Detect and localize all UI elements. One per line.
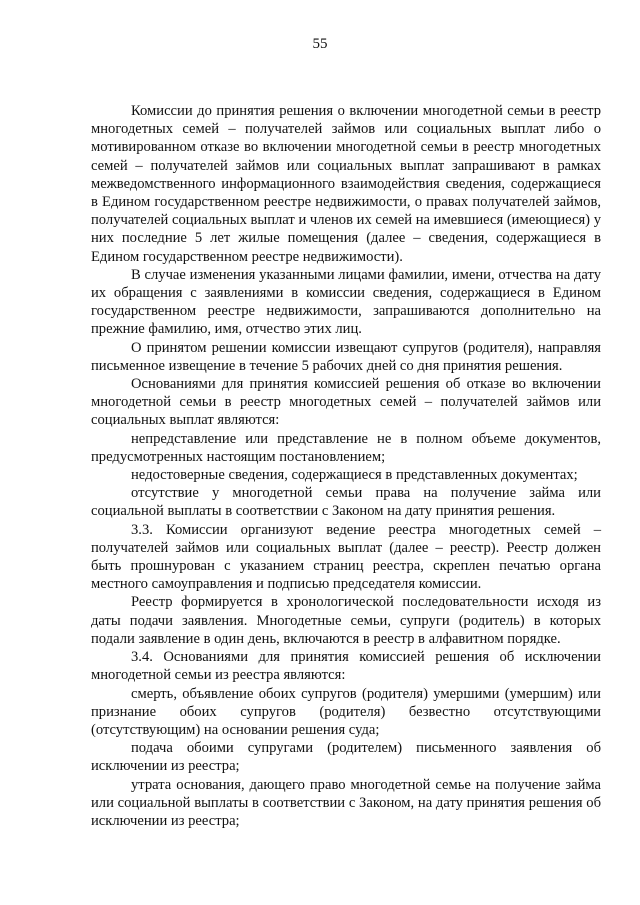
paragraph-decision-notice: О принятом решении комиссии извещают супругов (родителя), направляя письменное извещение в течение 5 рабочих дней со дня принятия решения. (91, 339, 601, 374)
paragraph-section-3-4: 3.4. Основаниями для принятия комиссией решения об исключении многодетной семьи из реестра являются: (91, 649, 601, 684)
paragraph-refusal-ground-false-info: недостоверные сведения, содержащиеся в представленных документах; (131, 467, 578, 484)
paragraph-commission-requests: Комиссии до принятия решения о включении многодетной семьи в реестр многодетных семей – получателей займов или социальных выплат либо о мотивированном отказе во включении многодетной семьи в реестр многодетных семей – получателей займов или социальных выплат запрашивают в рамках межведомственного информационного взаимодействия сведения, содержащиеся в Едином государственном реестре недвижимости, о правах получателей займов, получателей социальных выплат и членов их семей на имевшиеся (имеющиеся) у них последние 5 лет жилые помещения (далее – сведения, содержащиеся в Едином государственном реестре недвижимости). (91, 103, 601, 265)
paragraph-name-change: В случае изменения указанными лицами фамилии, имени, отчества на дату их обращения с заявлениями в комиссии сведения, содержащиеся в Едином государственном реестре недвижимости, запрашиваются дополнительно на прежние фамилию, имя, отчество этих лиц. (91, 266, 601, 338)
paragraph-registry-order: Реестр формируется в хронологической последовательности исходя из даты подачи заявления. Многодетные семьи, супруги (родитель) в которых подали заявление в один день, включаются в реестр в алфавитном порядке. (91, 594, 601, 647)
paragraph-exclusion-ground-application: подача обоими супругами (родителем) письменного заявления об исключении из реестра; (91, 740, 601, 775)
paragraph-refusal-ground-no-right: отсутствие у многодетной семьи права на получение займа или социальной выплаты в соответствии с Законом на дату принятия решения. (91, 485, 601, 520)
page-number: 55 (312, 36, 328, 52)
paragraph-exclusion-ground-death: смерть, объявление обоих супругов (родителя) умершими (умершим) или признание обоих супругов (родителя) безвестно отсутствующими (отсутствующим) на основании решения суда; (91, 685, 601, 738)
paragraph-refusal-ground-incomplete-docs: непредставление или представление не в полном объеме документов, предусмотренных настоящим постановлением; (91, 430, 601, 465)
paragraph-exclusion-ground-loss-of-right: утрата основания, дающего право многодетной семье на получение займа или социальной выплаты в соответствии с Законом, на дату принятия решения об исключении из реестра; (91, 776, 601, 829)
paragraph-section-3-3: 3.3. Комиссии организуют ведение реестра многодетных семей – получателей займов или социальных выплат (далее – реестр). Реестр должен быть прошнурован с указанием страниц реестра, скреплен печатью органа местного самоуправления и подписью председателя комиссии. (91, 521, 601, 593)
document-body (91, 102, 601, 830)
paragraph-refusal-grounds: Основаниями для принятия комиссией решения об отказе во включении многодетной семьи в реестр многодетных семей – получателей займов или социальных выплат являются: (91, 376, 601, 429)
